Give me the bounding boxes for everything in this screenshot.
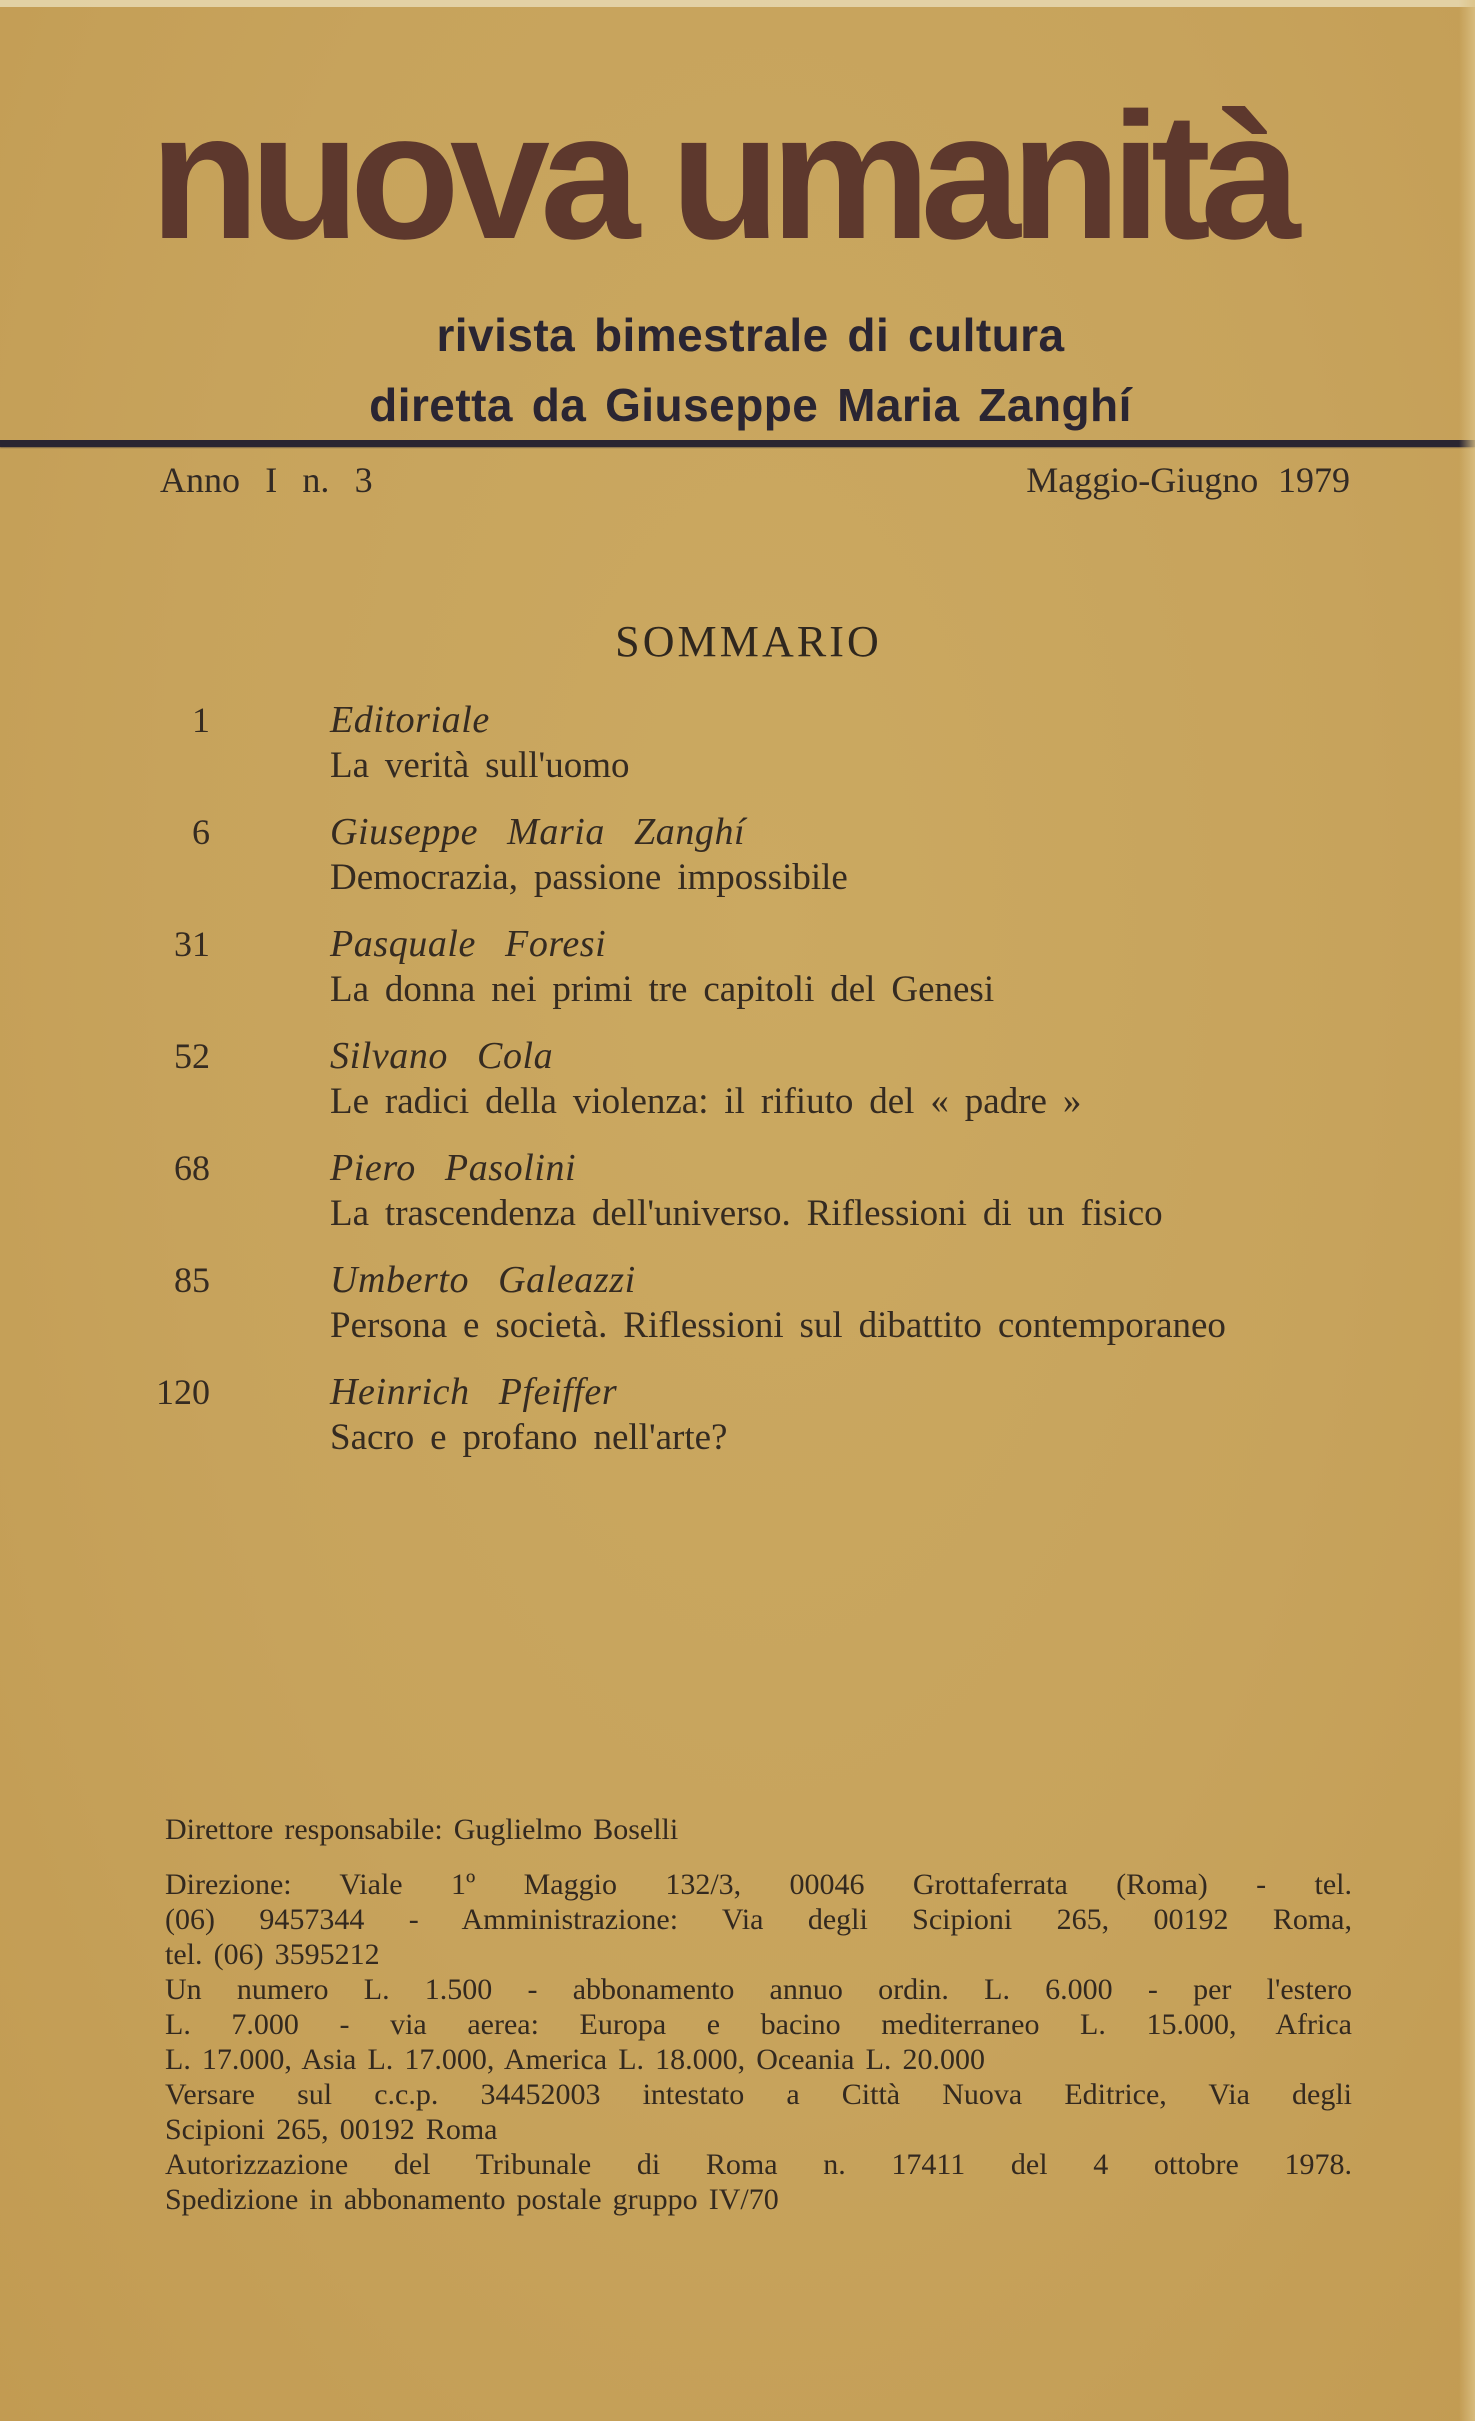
imprint-line: Scipioni 265, 00192 Roma	[165, 2113, 498, 2146]
toc-author: Heinrich Pfeiffer	[330, 1371, 618, 1413]
toc-page-number: 1	[192, 700, 210, 740]
toc-page-number: 85	[174, 1260, 210, 1300]
subtitle-line-1: rivista bimestrale di cultura	[436, 309, 1065, 361]
toc-page-number: 31	[174, 924, 210, 964]
toc-page-number: 6	[192, 812, 210, 852]
toc-entry	[0, 922, 1475, 1012]
imprint-block	[165, 1812, 1352, 2217]
imprint-line: Versare sul c.c.p. 34452003 intestato a Città Nuova Editrice, Via degli	[165, 2078, 1352, 2111]
issue-date: Maggio-Giugno 1979	[1026, 460, 1350, 500]
toc-author: Giuseppe Maria Zanghí	[330, 811, 746, 853]
toc-page-number: 52	[174, 1036, 210, 1076]
imprint-line: L. 7.000 - via aerea: Europa e bacino mediterraneo L. 15.000, Africa	[165, 2008, 1352, 2041]
toc-author: Silvano Cola	[330, 1035, 554, 1077]
toc-author: Piero Pasolini	[330, 1147, 577, 1189]
toc-entry	[0, 810, 1475, 900]
toc-author: Pasquale Foresi	[330, 923, 607, 965]
toc-entry-text	[330, 698, 1375, 788]
imprint-line: Un numero L. 1.500 - abbonamento annuo ordin. L. 6.000 - per l'estero	[165, 1973, 1352, 2006]
toc-author: Editoriale	[330, 699, 490, 741]
toc-entry-text	[330, 1146, 1375, 1236]
imprint-line: Direzione: Viale 1º Maggio 132/3, 00046 Grottaferrata (Roma) - tel.	[165, 1868, 1352, 1901]
toc-title: Le radici della violenza: il rifiuto del « padre »	[330, 1081, 1082, 1122]
horizontal-rule	[0, 440, 1475, 447]
magazine-title: nuova umanità	[149, 76, 1292, 277]
toc-title: Democrazia, passione impossibile	[330, 857, 848, 898]
issue-number: Anno I n. 3	[160, 460, 373, 500]
toc-entry-text	[330, 1258, 1375, 1348]
toc-entry-text	[330, 1370, 1375, 1460]
imprint-line: tel. (06) 3595212	[165, 1938, 380, 1971]
toc-page-number: 120	[156, 1372, 210, 1412]
imprint-line: (06) 9457344 - Amministrazione: Via degli Scipioni 265, 00192 Roma,	[165, 1903, 1352, 1936]
toc-entry	[0, 1146, 1475, 1236]
toc-entry	[0, 1034, 1475, 1124]
toc-heading: SOMMARIO	[615, 617, 882, 666]
toc-entry-text	[330, 1034, 1375, 1124]
issue-info-row	[160, 462, 1350, 498]
toc-title: Persona e società. Riflessioni sul dibattito contemporaneo	[330, 1305, 1226, 1346]
toc-entry-text	[330, 922, 1375, 1012]
subtitle-line-2: diretta da Giuseppe Maria Zanghí	[369, 379, 1132, 431]
imprint-line: L. 17.000, Asia L. 17.000, America L. 18.000, Oceania L. 20.000	[165, 2043, 986, 2076]
toc-title: Sacro e profano nell'arte?	[330, 1417, 728, 1458]
table-of-contents	[0, 698, 1475, 1482]
toc-title: La verità sull'uomo	[330, 745, 630, 786]
toc-title: La trascendenza dell'universo. Riflessioni di un fisico	[330, 1193, 1163, 1234]
toc-entry	[0, 698, 1475, 788]
toc-entry	[0, 1258, 1475, 1348]
magazine-subtitle	[13, 300, 1475, 440]
toc-page-number: 68	[174, 1148, 210, 1188]
toc-title: La donna nei primi tre capitoli del Genesi	[330, 969, 995, 1010]
imprint-line: Direttore responsabile: Guglielmo Boselli	[165, 1813, 679, 1846]
imprint-line: Spedizione in abbonamento postale gruppo IV/70	[165, 2183, 779, 2216]
toc-entry-text	[330, 810, 1375, 900]
toc-author: Umberto Galeazzi	[330, 1259, 636, 1301]
imprint-line: Autorizzazione del Tribunale di Roma n. 17411 del 4 ottobre 1978.	[165, 2148, 1352, 2181]
toc-entry	[0, 1370, 1475, 1460]
